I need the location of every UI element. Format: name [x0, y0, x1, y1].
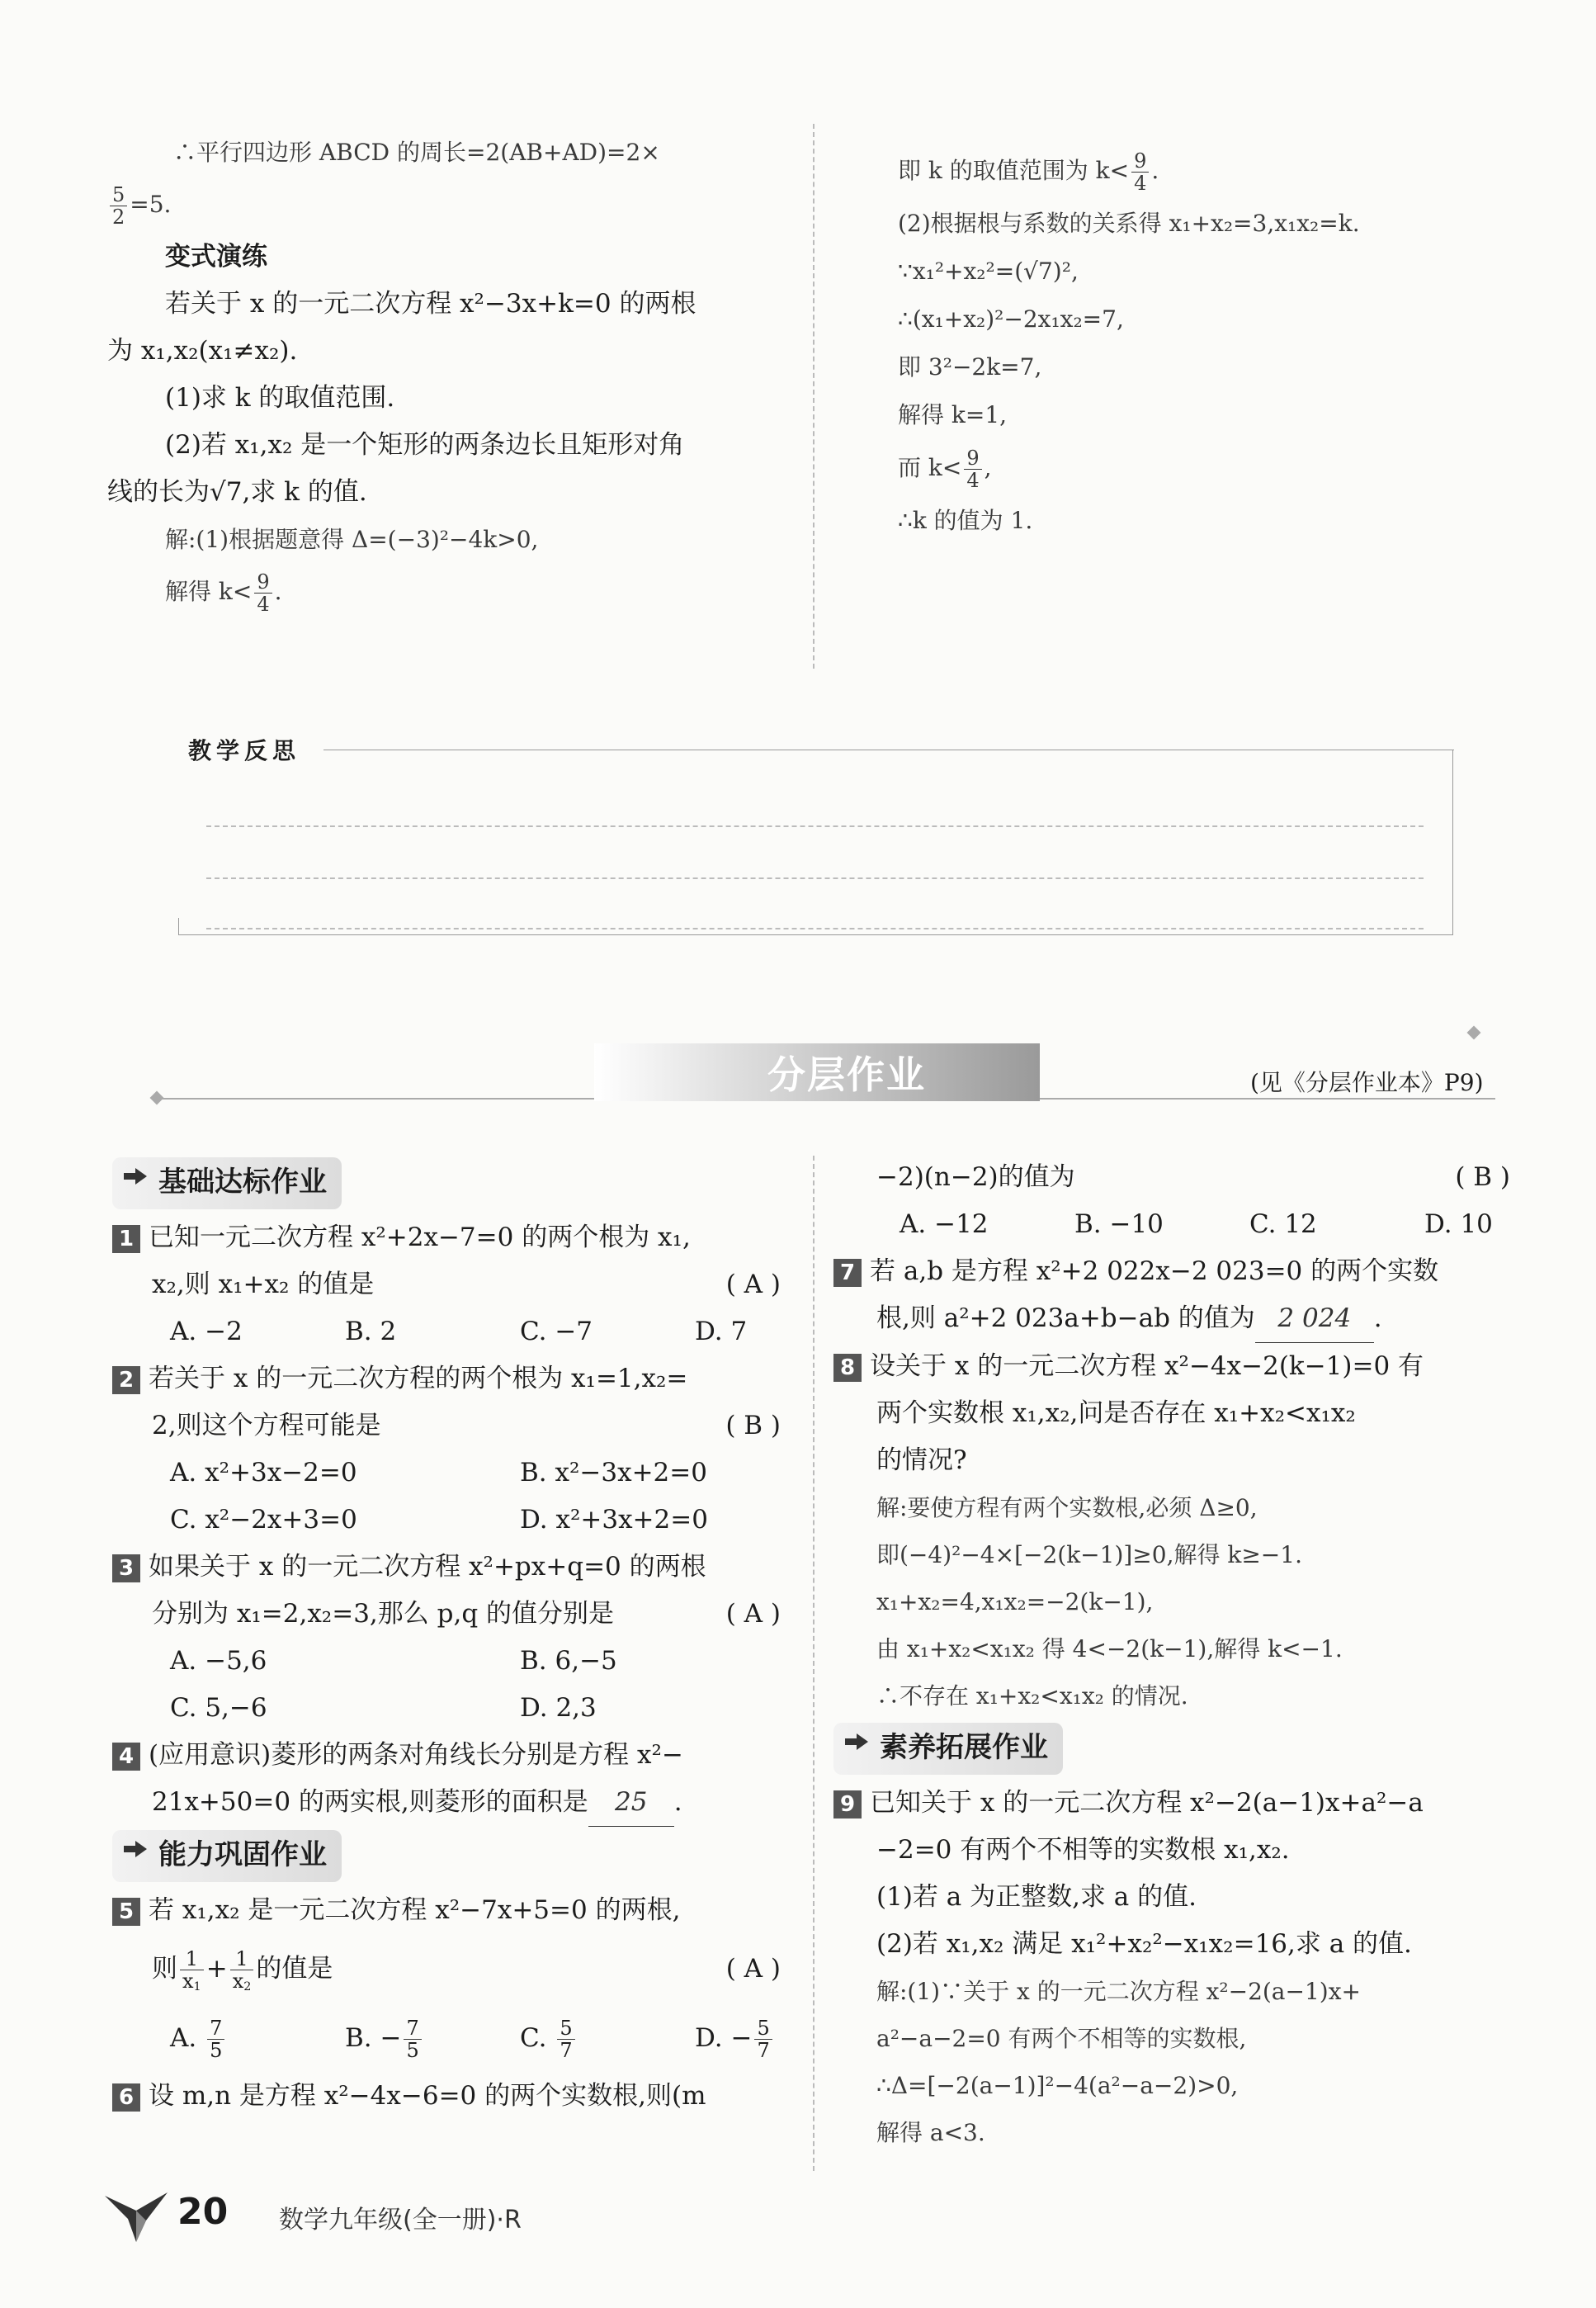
options-row	[112, 2003, 797, 2073]
perimeter-line: ∴平行四边形 ABCD 的周长=2(AB+AD)=2×	[173, 139, 660, 166]
solution-line-4: ∴(x₁+x₂)²−2x₁x₂=7,	[898, 305, 1124, 333]
question-number-badge: 9	[833, 1790, 862, 1818]
fill-in-answer: 2 024	[1255, 1295, 1374, 1343]
fraction: $\frac{9}{4}$	[964, 447, 981, 491]
question-8: 8 设关于 x 的一元二次方程 x²−4x−2(k−1)=0 有 两个实数根 x₁,x₂,问是否存在 x₁+x₂<x₁x₂ 的情况? 解:要使方程有两个实数根,必须 Δ≥0, 即(−4)²−4×[−2(k−1)]≥0,解得 k≥−1. x₁+x₂=4,x₁x₂=−2(k−1), 由 x₁+x₂<x₁x₂ 得 4<−2(k−1),解得 k<−1. ∴不存在 x₁+x₂<x₁x₂ 的情况.	[833, 1343, 1527, 1719]
question-number-badge: 8	[833, 1354, 862, 1382]
reflection-write-line	[206, 825, 1424, 827]
option-c: C. $\frac{5}{7}$	[520, 2003, 695, 2073]
solution-line-5: 即 3²−2k=7,	[898, 353, 1042, 381]
question-1: 1 已知一元二次方程 x²+2x−7=0 的两个根为 x₁, x₂,则 x₁+x₂ 的值是 ( A ) A. −2 B. 2 C. −7 D. 7	[112, 1214, 797, 1355]
solution-line: 解:要使方程有两个实数根,必须 Δ≥0,	[876, 1494, 1258, 1521]
question-5: 5 若 x₁,x₂ 是一元二次方程 x²−7x+5=0 的两根, 则 $\frac{1}{x_1}$ + $\frac{1}{x_2}$ 的值是 ( A ) A. $\frac{7}{5}$ B. − $\frac{7}{5}$ C. $\frac{5}{7}$ D. − $\frac{5}{7}$	[112, 1887, 797, 2073]
solution-line: ∴Δ=[−2(a−1)]²−4(a²−a−2)>0,	[876, 2072, 1239, 2099]
solution-line-2: (2)根据根与系数的关系得 x₁+x₂=3,x₁x₂=k.	[898, 210, 1360, 237]
options-row: A. −12 B. −10 C. 12 D. 10	[900, 1209, 1493, 1239]
question-6: 6 设 m,n 是方程 x²−4x−6=0 的两个实数根,则(m	[112, 2073, 797, 2120]
section-header-extension: 素养拓展作业	[833, 1723, 1063, 1775]
options-row: C. x²−2x+3=0 D. x²+3x+2=0	[170, 1505, 708, 1535]
solution-line: 即(−4)²−4×[−2(k−1)]≥0,解得 k≥−1.	[876, 1541, 1302, 1568]
perimeter-result: $\frac{5}{2}$ =5.	[107, 176, 800, 234]
homework-left-column	[112, 1157, 797, 2120]
answer-mark: ( B )	[725, 1411, 781, 1440]
fill-in-answer: 25	[588, 1779, 674, 1827]
homework-right-column	[833, 1154, 1527, 2156]
solution-line: 解:(1)∵关于 x 的一元二次方程 x²−2(a−1)x+	[876, 1978, 1361, 2005]
question-number-badge: 1	[112, 1225, 140, 1253]
variant-question-1: (1)求 k 的取值范围.	[165, 383, 395, 413]
question-9-line-2: −2=0 有两个不相等的实数根 x₁,x₂.	[876, 1835, 1290, 1865]
section-arrow-icon	[843, 1732, 870, 1752]
variant-title: 变式演练	[165, 242, 267, 272]
variant-solution-2: 解得 k< $\frac{9}{4}$ .	[165, 570, 282, 616]
banner-reference: (见《分层作业本》P9)	[1250, 1069, 1484, 1096]
question-number-badge: 4	[112, 1743, 140, 1771]
answer-mark: ( B )	[1455, 1162, 1510, 1192]
book-title: 数学九年级(全一册)·R	[279, 2206, 522, 2235]
top-left-column	[107, 129, 800, 621]
fraction: $\frac{5}{2}$	[110, 184, 127, 228]
reflection-write-line	[206, 928, 1424, 929]
reflection-write-line	[206, 877, 1424, 879]
solution-line-1: 即 k 的取值范围为 k< $\frac{9}{4}$ .	[898, 149, 1159, 195]
fraction: $\frac{1}{x_1}$	[180, 1948, 204, 1992]
question-4: 4 (应用意识)菱形的两条对角线长分别是方程 x²− 21x+50=0 的两实根,则菱形的面积是 25 .	[112, 1732, 797, 1827]
options-row: A. −5,6 B. 6,−5	[170, 1646, 617, 1676]
reflection-bottom-line	[178, 934, 1453, 935]
variant-stem-1: 若关于 x 的一元二次方程 x²−3x+k=0 的两根	[165, 289, 696, 319]
variant-stem-2: 为 x₁,x₂(x₁≠x₂).	[107, 336, 298, 366]
section-arrow-icon	[122, 1166, 149, 1186]
banner-rule-diamond	[1467, 1026, 1481, 1040]
solution-line-7: 而 k< $\frac{9}{4}$ ,	[898, 447, 992, 492]
options-row: A. x²+3x−2=0 B. x²−3x+2=0	[170, 1458, 707, 1487]
column-divider	[813, 1156, 815, 2171]
solution-line-8: ∴k 的值为 1.	[898, 507, 1033, 534]
solution-line: x₁+x₂=4,x₁x₂=−2(k−1),	[876, 1588, 1154, 1615]
solution-line: ∴不存在 x₁+x₂<x₁x₂ 的情况.	[876, 1682, 1188, 1710]
footer-logo-icon	[103, 2187, 169, 2245]
column-divider	[813, 124, 815, 669]
solution-line: 解得 a<3.	[876, 2119, 985, 2146]
option-d: D. − $\frac{5}{7}$	[695, 2003, 775, 2073]
top-right-column	[898, 142, 1542, 545]
page-number: 20	[177, 2191, 229, 2233]
variant-question-2b: 线的长为√7,求 k 的值.	[107, 477, 367, 507]
answer-mark: ( A )	[725, 1270, 781, 1299]
answer-mark: ( A )	[725, 1599, 781, 1629]
reflection-left-tick	[178, 918, 179, 934]
question-6-continued: −2)(n−2)的值为 ( B ) A. −12 B. −10 C. 12 D. 10	[833, 1154, 1527, 1248]
section-header-basic: 基础达标作业	[112, 1157, 342, 1209]
solution-line: 由 x₁+x₂<x₁x₂ 得 4<−2(k−1),解得 k<−1.	[876, 1635, 1343, 1662]
question-number-badge: 5	[112, 1898, 140, 1926]
options-row: C. 5,−6 D. 2,3	[170, 1693, 597, 1723]
question-number-badge: 3	[112, 1554, 140, 1582]
variant-solution-1: 解:(1)根据题意得 Δ=(−3)²−4k>0,	[165, 526, 539, 553]
question-number-badge: 7	[833, 1259, 862, 1287]
section-header-ability: 能力巩固作业	[112, 1830, 342, 1882]
question-number-badge: 2	[112, 1366, 140, 1394]
question-7: 7 若 a,b 是方程 x²+2 022x−2 023=0 的两个实数 根,则 a²+2 023a+b−ab 的值为 2 024 .	[833, 1248, 1527, 1343]
banner-title: 分层作业	[767, 1052, 926, 1097]
fraction: $\frac{9}{4}$	[254, 571, 272, 615]
question-9-part-1: (1)若 a 为正整数,求 a 的值.	[876, 1882, 1197, 1912]
solution-line-6: 解得 k=1,	[898, 401, 1008, 428]
fraction: $\frac{9}{4}$	[1131, 150, 1149, 194]
option-a: A. $\frac{7}{5}$	[170, 2003, 345, 2073]
reflection-right-border	[1452, 750, 1453, 934]
options-row: A. −2 B. 2 C. −7 D. 7	[170, 1317, 748, 1346]
question-8-line-2: 两个实数根 x₁,x₂,问是否存在 x₁+x₂<x₁x₂	[876, 1398, 1356, 1428]
option-b: B. − $\frac{7}{5}$	[345, 2003, 520, 2073]
solution-line: a²−a−2=0 有两个不相等的实数根,	[876, 2025, 1247, 2052]
answer-mark: ( A )	[725, 1954, 781, 1984]
section-arrow-icon	[122, 1839, 149, 1859]
question-9-part-2: (2)若 x₁,x₂ 满足 x₁²+x₂²−x₁x₂=16,求 a 的值.	[876, 1929, 1412, 1959]
solution-line-3: ∵x₁²+x₂²=(√7)²,	[898, 258, 1079, 285]
reflection-title: 教学反思	[188, 737, 301, 764]
question-2: 2 若关于 x 的一元二次方程的两个根为 x₁=1,x₂= 2,则这个方程可能是 ( B ) A. x²+3x−2=0 B. x²−3x+2=0 C. x²−2x+3=0 D. x²+3x+2=0	[112, 1355, 797, 1544]
question-9: 9 已知关于 x 的一元二次方程 x²−2(a−1)x+a²−a −2=0 有两个不相等的实数根 x₁,x₂. (1)若 a 为正整数,求 a 的值. (2)若 x₁,x₂ 满足 x₁²+x₂²−x₁x₂=16,求 a 的值. 解:(1)∵关于 x 的一元二次方程 x²−2(a−1)x+ a²−a−2=0 有两个不相等的实数根, ∴Δ=[−2(a−1)]²−4(a²−a−2)>0, 解得 a<3.	[833, 1780, 1527, 2156]
question-3: 3 如果关于 x 的一元二次方程 x²+px+q=0 的两根 分别为 x₁=2,x₂=3,那么 p,q 的值分别是 ( A ) A. −5,6 B. 6,−5 C. 5,−6 D. 2,3	[112, 1544, 797, 1732]
variant-question-2a: (2)若 x₁,x₂ 是一个矩形的两条边长且矩形对角	[165, 430, 685, 460]
fraction: $\frac{1}{x_2}$	[230, 1948, 254, 1992]
banner-rule-diamond	[150, 1091, 164, 1105]
question-number-badge: 6	[112, 2083, 140, 2112]
question-8-line-3: 的情况?	[876, 1445, 967, 1475]
